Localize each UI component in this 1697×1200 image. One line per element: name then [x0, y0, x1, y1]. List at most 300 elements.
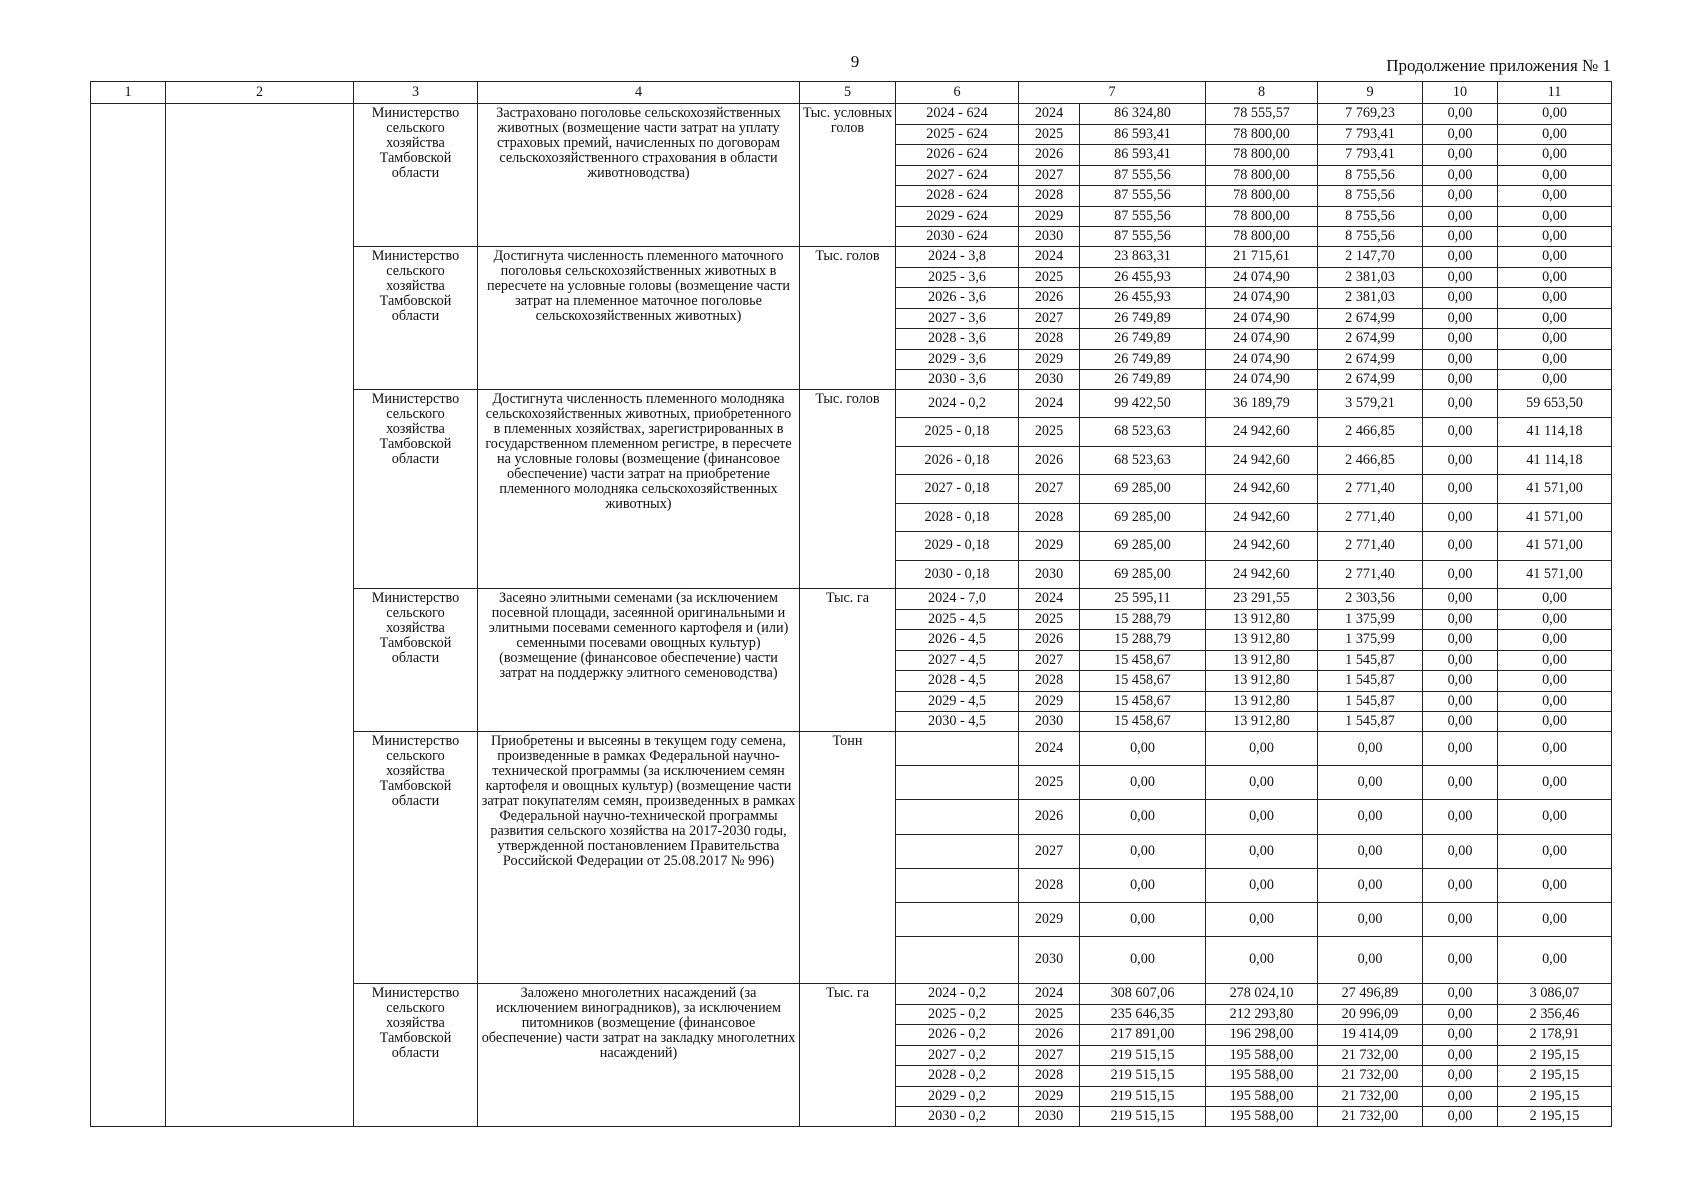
year-cell: 2027: [1019, 166, 1080, 186]
regional-budget: 2 381,03: [1318, 268, 1423, 288]
regional-budget: 7 793,41: [1318, 125, 1423, 145]
indicator-value: 2024 - 0,2: [896, 390, 1019, 418]
federal-budget: 13 912,80: [1206, 651, 1318, 671]
indicator-value: 2030 - 624: [896, 227, 1019, 247]
other-sources: 2 195,15: [1498, 1107, 1612, 1127]
municipal-budget: 0,00: [1423, 835, 1498, 869]
federal-budget: 0,00: [1206, 732, 1318, 766]
total-amount: 15 458,67: [1080, 692, 1206, 712]
total-amount: 0,00: [1080, 835, 1206, 869]
indicator-value: 2027 - 0,18: [896, 475, 1019, 504]
year-cell: 2029: [1019, 692, 1080, 712]
regional-budget: 0,00: [1318, 937, 1423, 984]
regional-budget: 21 732,00: [1318, 1066, 1423, 1087]
year-cell: 2027: [1019, 835, 1080, 869]
total-amount: 69 285,00: [1080, 532, 1206, 561]
federal-budget: 78 800,00: [1206, 125, 1318, 145]
regional-budget: 0,00: [1318, 903, 1423, 937]
municipal-budget: 0,00: [1423, 504, 1498, 532]
other-sources: 0,00: [1498, 268, 1612, 288]
year-cell: 2028: [1019, 671, 1080, 692]
regional-budget: 2 771,40: [1318, 561, 1423, 589]
total-amount: 0,00: [1080, 766, 1206, 800]
year-cell: 2029: [1019, 903, 1080, 937]
municipal-budget: 0,00: [1423, 1046, 1498, 1066]
total-amount: 0,00: [1080, 732, 1206, 766]
header-row: [91, 82, 1612, 104]
federal-budget: 0,00: [1206, 800, 1318, 835]
other-sources: 0,00: [1498, 247, 1612, 268]
year-cell: 2029: [1019, 532, 1080, 561]
municipal-budget: 0,00: [1423, 630, 1498, 651]
year-cell: 2029: [1019, 207, 1080, 227]
indicator-value: 2027 - 624: [896, 166, 1019, 186]
other-sources: 0,00: [1498, 712, 1612, 732]
year-cell: 2024: [1019, 984, 1080, 1005]
municipal-budget: 0,00: [1423, 247, 1498, 268]
unit-cell: Тыс. голов: [800, 390, 896, 589]
indicator-value: [896, 903, 1019, 937]
indicator-value: 2029 - 0,2: [896, 1087, 1019, 1107]
total-amount: 0,00: [1080, 937, 1206, 984]
indicator-value: 2026 - 0,2: [896, 1025, 1019, 1046]
indicator-value: 2029 - 624: [896, 207, 1019, 227]
other-sources: 0,00: [1498, 869, 1612, 903]
regional-budget: 2 674,99: [1318, 350, 1423, 370]
other-sources: 41 571,00: [1498, 532, 1612, 561]
indicator-value: [896, 800, 1019, 835]
regional-budget: 1 375,99: [1318, 610, 1423, 630]
unit-cell: Тыс. условных голов: [800, 104, 896, 247]
other-sources: 0,00: [1498, 288, 1612, 309]
indicator-value: 2024 - 624: [896, 104, 1019, 125]
other-sources: 41 571,00: [1498, 504, 1612, 532]
header-cell: 10: [1423, 82, 1498, 104]
regional-budget: 1 375,99: [1318, 630, 1423, 651]
regional-budget: 7 769,23: [1318, 104, 1423, 125]
other-sources: 41 571,00: [1498, 475, 1612, 504]
federal-budget: 78 800,00: [1206, 227, 1318, 247]
indicator-value: 2028 - 0,18: [896, 504, 1019, 532]
regional-budget: 0,00: [1318, 869, 1423, 903]
municipal-budget: 0,00: [1423, 288, 1498, 309]
other-sources: 0,00: [1498, 630, 1612, 651]
federal-budget: 196 298,00: [1206, 1025, 1318, 1046]
federal-budget: 24 942,60: [1206, 504, 1318, 532]
header-cell: 11: [1498, 82, 1612, 104]
regional-budget: 2 771,40: [1318, 475, 1423, 504]
regional-budget: 2 466,85: [1318, 418, 1423, 447]
federal-budget: 24 074,90: [1206, 350, 1318, 370]
indicator-value: 2030 - 4,5: [896, 712, 1019, 732]
other-sources: 41 114,18: [1498, 447, 1612, 475]
header-cell: 1: [91, 82, 166, 104]
other-sources: 2 195,15: [1498, 1087, 1612, 1107]
other-sources: 0,00: [1498, 350, 1612, 370]
municipal-budget: 0,00: [1423, 532, 1498, 561]
total-amount: 26 749,89: [1080, 350, 1206, 370]
federal-budget: 78 800,00: [1206, 145, 1318, 166]
municipal-budget: 0,00: [1423, 447, 1498, 475]
total-amount: 87 555,56: [1080, 166, 1206, 186]
municipal-budget: 0,00: [1423, 166, 1498, 186]
other-sources: 2 356,46: [1498, 1005, 1612, 1025]
indicator-value: 2025 - 624: [896, 125, 1019, 145]
municipal-budget: 0,00: [1423, 800, 1498, 835]
other-sources: 2 195,15: [1498, 1046, 1612, 1066]
total-amount: 86 593,41: [1080, 125, 1206, 145]
header-cell: 6: [896, 82, 1019, 104]
total-amount: 26 749,89: [1080, 329, 1206, 350]
total-amount: 69 285,00: [1080, 561, 1206, 589]
municipal-budget: 0,00: [1423, 561, 1498, 589]
other-sources: 0,00: [1498, 903, 1612, 937]
regional-budget: 1 545,87: [1318, 692, 1423, 712]
municipal-budget: 0,00: [1423, 145, 1498, 166]
year-cell: 2027: [1019, 1046, 1080, 1066]
total-amount: 0,00: [1080, 800, 1206, 835]
federal-budget: 13 912,80: [1206, 671, 1318, 692]
unit-cell: Тыс. га: [800, 984, 896, 1127]
other-sources: 0,00: [1498, 835, 1612, 869]
indicator-value: 2026 - 3,6: [896, 288, 1019, 309]
indicator-value: 2027 - 0,2: [896, 1046, 1019, 1066]
year-cell: 2024: [1019, 589, 1080, 610]
other-sources: 3 086,07: [1498, 984, 1612, 1005]
year-cell: 2030: [1019, 937, 1080, 984]
regional-budget: 2 466,85: [1318, 447, 1423, 475]
regional-budget: 2 771,40: [1318, 532, 1423, 561]
year-cell: 2025: [1019, 268, 1080, 288]
total-amount: 15 288,79: [1080, 610, 1206, 630]
year-cell: 2026: [1019, 145, 1080, 166]
municipal-budget: 0,00: [1423, 692, 1498, 712]
total-amount: 15 458,67: [1080, 651, 1206, 671]
municipal-budget: 0,00: [1423, 937, 1498, 984]
ministry-cell: Министерство сельского хозяйства Тамбовской области: [354, 589, 478, 732]
year-cell: 2030: [1019, 561, 1080, 589]
indicator-value: 2029 - 4,5: [896, 692, 1019, 712]
indicator-value: 2024 - 3,8: [896, 247, 1019, 268]
indicator-value: [896, 766, 1019, 800]
year-cell: 2024: [1019, 390, 1080, 418]
total-amount: 26 455,93: [1080, 268, 1206, 288]
municipal-budget: 0,00: [1423, 125, 1498, 145]
federal-budget: 13 912,80: [1206, 712, 1318, 732]
year-cell: 2025: [1019, 125, 1080, 145]
municipal-budget: 0,00: [1423, 869, 1498, 903]
federal-budget: 0,00: [1206, 766, 1318, 800]
other-sources: 0,00: [1498, 732, 1612, 766]
header-cell: 4: [478, 82, 800, 104]
federal-budget: 36 189,79: [1206, 390, 1318, 418]
other-sources: 0,00: [1498, 329, 1612, 350]
municipal-budget: 0,00: [1423, 186, 1498, 207]
other-sources: 0,00: [1498, 766, 1612, 800]
federal-budget: 21 715,61: [1206, 247, 1318, 268]
regional-budget: 21 732,00: [1318, 1087, 1423, 1107]
indicator-value: 2028 - 3,6: [896, 329, 1019, 350]
total-amount: 219 515,15: [1080, 1087, 1206, 1107]
total-amount: 68 523,63: [1080, 418, 1206, 447]
budget-table: [90, 81, 1612, 1127]
year-cell: 2029: [1019, 350, 1080, 370]
header-cell: 9: [1318, 82, 1423, 104]
indicator-value: 2026 - 0,18: [896, 447, 1019, 475]
other-sources: 0,00: [1498, 671, 1612, 692]
federal-budget: 212 293,80: [1206, 1005, 1318, 1025]
year-cell: 2028: [1019, 869, 1080, 903]
indicator-value: 2024 - 7,0: [896, 589, 1019, 610]
indicator-value: 2025 - 0,18: [896, 418, 1019, 447]
indicator-value: [896, 937, 1019, 984]
federal-budget: 195 588,00: [1206, 1087, 1318, 1107]
year-cell: 2027: [1019, 651, 1080, 671]
total-amount: 0,00: [1080, 903, 1206, 937]
year-cell: 2026: [1019, 1025, 1080, 1046]
regional-budget: 2 381,03: [1318, 288, 1423, 309]
municipal-budget: 0,00: [1423, 418, 1498, 447]
municipal-budget: 0,00: [1423, 766, 1498, 800]
municipal-budget: 0,00: [1423, 1025, 1498, 1046]
regional-budget: 1 545,87: [1318, 651, 1423, 671]
federal-budget: 0,00: [1206, 937, 1318, 984]
year-cell: 2024: [1019, 732, 1080, 766]
year-cell: 2028: [1019, 504, 1080, 532]
municipal-budget: 0,00: [1423, 329, 1498, 350]
federal-budget: 0,00: [1206, 869, 1318, 903]
indicator-value: 2028 - 4,5: [896, 671, 1019, 692]
header-cell: 7: [1019, 82, 1206, 104]
municipal-budget: 0,00: [1423, 651, 1498, 671]
municipal-budget: 0,00: [1423, 1087, 1498, 1107]
indicator-value: 2029 - 0,18: [896, 532, 1019, 561]
year-cell: 2026: [1019, 447, 1080, 475]
total-amount: 87 555,56: [1080, 186, 1206, 207]
total-amount: 219 515,15: [1080, 1107, 1206, 1127]
total-amount: 69 285,00: [1080, 475, 1206, 504]
year-cell: 2030: [1019, 227, 1080, 247]
municipal-budget: 0,00: [1423, 984, 1498, 1005]
federal-budget: 24 942,60: [1206, 475, 1318, 504]
federal-budget: 13 912,80: [1206, 692, 1318, 712]
federal-budget: 24 074,90: [1206, 288, 1318, 309]
municipal-budget: 0,00: [1423, 227, 1498, 247]
municipal-budget: 0,00: [1423, 712, 1498, 732]
municipal-budget: 0,00: [1423, 1107, 1498, 1127]
federal-budget: 195 588,00: [1206, 1107, 1318, 1127]
total-amount: 219 515,15: [1080, 1046, 1206, 1066]
federal-budget: 78 800,00: [1206, 207, 1318, 227]
other-sources: 0,00: [1498, 104, 1612, 125]
municipal-budget: 0,00: [1423, 732, 1498, 766]
total-amount: 26 749,89: [1080, 309, 1206, 329]
indicator-value: 2030 - 3,6: [896, 370, 1019, 390]
indicator-value: 2025 - 4,5: [896, 610, 1019, 630]
regional-budget: 0,00: [1318, 766, 1423, 800]
header-cell: 3: [354, 82, 478, 104]
municipal-budget: 0,00: [1423, 207, 1498, 227]
table-row: [91, 104, 1612, 125]
total-amount: 86 593,41: [1080, 145, 1206, 166]
indicator-value: 2025 - 3,6: [896, 268, 1019, 288]
federal-budget: 24 074,90: [1206, 370, 1318, 390]
indicator-value: 2028 - 624: [896, 186, 1019, 207]
indicator-value: 2027 - 4,5: [896, 651, 1019, 671]
regional-budget: 0,00: [1318, 800, 1423, 835]
indicator-value: 2030 - 0,2: [896, 1107, 1019, 1127]
regional-budget: 8 755,56: [1318, 207, 1423, 227]
total-amount: 26 749,89: [1080, 370, 1206, 390]
other-sources: 0,00: [1498, 186, 1612, 207]
ministry-cell: Министерство сельского хозяйства Тамбовской области: [354, 984, 478, 1127]
municipal-budget: 0,00: [1423, 1005, 1498, 1025]
total-amount: 217 891,00: [1080, 1025, 1206, 1046]
regional-budget: 20 996,09: [1318, 1005, 1423, 1025]
other-sources: 0,00: [1498, 800, 1612, 835]
other-sources: 2 195,15: [1498, 1066, 1612, 1087]
year-cell: 2027: [1019, 475, 1080, 504]
column-2-cell: [166, 104, 354, 1127]
federal-budget: 13 912,80: [1206, 630, 1318, 651]
federal-budget: 195 588,00: [1206, 1066, 1318, 1087]
regional-budget: 2 303,56: [1318, 589, 1423, 610]
other-sources: 0,00: [1498, 692, 1612, 712]
federal-budget: 24 942,60: [1206, 447, 1318, 475]
federal-budget: 24 942,60: [1206, 418, 1318, 447]
regional-budget: 21 732,00: [1318, 1046, 1423, 1066]
total-amount: 99 422,50: [1080, 390, 1206, 418]
indicator-value: [896, 835, 1019, 869]
header-cell: 2: [166, 82, 354, 104]
year-cell: 2029: [1019, 1087, 1080, 1107]
total-amount: 86 324,80: [1080, 104, 1206, 125]
year-cell: 2030: [1019, 712, 1080, 732]
year-cell: 2025: [1019, 766, 1080, 800]
column-1-cell: [91, 104, 166, 1127]
total-amount: 69 285,00: [1080, 504, 1206, 532]
year-cell: 2025: [1019, 610, 1080, 630]
total-amount: 308 607,06: [1080, 984, 1206, 1005]
regional-budget: 21 732,00: [1318, 1107, 1423, 1127]
total-amount: 235 646,35: [1080, 1005, 1206, 1025]
ministry-cell: Министерство сельского хозяйства Тамбовской области: [354, 390, 478, 589]
municipal-budget: 0,00: [1423, 350, 1498, 370]
other-sources: 0,00: [1498, 589, 1612, 610]
municipal-budget: 0,00: [1423, 903, 1498, 937]
indicator-value: [896, 732, 1019, 766]
indicator-value: 2027 - 3,6: [896, 309, 1019, 329]
federal-budget: 78 800,00: [1206, 166, 1318, 186]
municipal-budget: 0,00: [1423, 268, 1498, 288]
total-amount: 87 555,56: [1080, 227, 1206, 247]
page-number: 9: [850, 52, 860, 71]
other-sources: 0,00: [1498, 207, 1612, 227]
regional-budget: 7 793,41: [1318, 145, 1423, 166]
total-amount: 68 523,63: [1080, 447, 1206, 475]
header-cell: 8: [1206, 82, 1318, 104]
federal-budget: 0,00: [1206, 835, 1318, 869]
regional-budget: 2 674,99: [1318, 329, 1423, 350]
regional-budget: 8 755,56: [1318, 227, 1423, 247]
year-cell: 2028: [1019, 186, 1080, 207]
regional-budget: 2 771,40: [1318, 504, 1423, 532]
year-cell: 2024: [1019, 104, 1080, 125]
federal-budget: 23 291,55: [1206, 589, 1318, 610]
indicator-value: 2026 - 4,5: [896, 630, 1019, 651]
federal-budget: 24 074,90: [1206, 309, 1318, 329]
indicator-value: [896, 869, 1019, 903]
year-cell: 2028: [1019, 329, 1080, 350]
other-sources: 0,00: [1498, 610, 1612, 630]
other-sources: 0,00: [1498, 370, 1612, 390]
indicator-value: 2028 - 0,2: [896, 1066, 1019, 1087]
total-amount: 87 555,56: [1080, 207, 1206, 227]
federal-budget: 78 800,00: [1206, 186, 1318, 207]
result-description: Застраховано поголовье сельскохозяйственных животных (возмещение части затрат на уплату страховых премий, начисленных по договорам сельскохозяйственного страхования в области животноводства): [478, 104, 800, 247]
municipal-budget: 0,00: [1423, 370, 1498, 390]
regional-budget: 2 674,99: [1318, 309, 1423, 329]
federal-budget: 13 912,80: [1206, 610, 1318, 630]
municipal-budget: 0,00: [1423, 475, 1498, 504]
result-description: Приобретены и высеяны в текущем году семена, произведенные в рамках Федеральной научно-технической программы (за исключением семян картофеля и овощных культур) (возмещение части затрат покупателям семян, произведенных в рамках Федеральной научно-технической программы развития сельского хозяйства на 2017-2030 годы, утвержденной постановлением Правительства Российской Федерации от 25.08.2017 № 996): [478, 732, 800, 984]
municipal-budget: 0,00: [1423, 309, 1498, 329]
municipal-budget: 0,00: [1423, 671, 1498, 692]
year-cell: 2024: [1019, 247, 1080, 268]
federal-budget: 78 555,57: [1206, 104, 1318, 125]
year-cell: 2027: [1019, 309, 1080, 329]
federal-budget: 278 024,10: [1206, 984, 1318, 1005]
ministry-cell: Министерство сельского хозяйства Тамбовской области: [354, 247, 478, 390]
other-sources: 0,00: [1498, 125, 1612, 145]
other-sources: 0,00: [1498, 937, 1612, 984]
total-amount: 25 595,11: [1080, 589, 1206, 610]
regional-budget: 3 579,21: [1318, 390, 1423, 418]
regional-budget: 27 496,89: [1318, 984, 1423, 1005]
other-sources: 0,00: [1498, 651, 1612, 671]
municipal-budget: 0,00: [1423, 589, 1498, 610]
other-sources: 0,00: [1498, 166, 1612, 186]
other-sources: 41 114,18: [1498, 418, 1612, 447]
year-cell: 2026: [1019, 288, 1080, 309]
ministry-cell: Министерство сельского хозяйства Тамбовской области: [354, 104, 478, 247]
header-cell: 5: [800, 82, 896, 104]
indicator-value: 2025 - 0,2: [896, 1005, 1019, 1025]
indicator-value: 2030 - 0,18: [896, 561, 1019, 589]
federal-budget: 24 942,60: [1206, 532, 1318, 561]
federal-budget: 195 588,00: [1206, 1046, 1318, 1066]
total-amount: 15 288,79: [1080, 630, 1206, 651]
federal-budget: 0,00: [1206, 903, 1318, 937]
regional-budget: 1 545,87: [1318, 712, 1423, 732]
municipal-budget: 0,00: [1423, 610, 1498, 630]
year-cell: 2026: [1019, 630, 1080, 651]
year-cell: 2026: [1019, 800, 1080, 835]
federal-budget: 24 074,90: [1206, 329, 1318, 350]
other-sources: 0,00: [1498, 145, 1612, 166]
year-cell: 2028: [1019, 1066, 1080, 1087]
regional-budget: 2 674,99: [1318, 370, 1423, 390]
federal-budget: 24 942,60: [1206, 561, 1318, 589]
unit-cell: Тонн: [800, 732, 896, 984]
federal-budget: 24 074,90: [1206, 268, 1318, 288]
indicator-value: 2026 - 624: [896, 145, 1019, 166]
result-description: Достигнута численность племенного маточного поголовья сельскохозяйственных животных в пересчете на условные головы (возмещение части затрат на племенное маточное поголовье сельскохозяйственных животных): [478, 247, 800, 390]
other-sources: 0,00: [1498, 309, 1612, 329]
ministry-cell: Министерство сельского хозяйства Тамбовской области: [354, 732, 478, 984]
year-cell: 2025: [1019, 1005, 1080, 1025]
indicator-value: 2029 - 3,6: [896, 350, 1019, 370]
